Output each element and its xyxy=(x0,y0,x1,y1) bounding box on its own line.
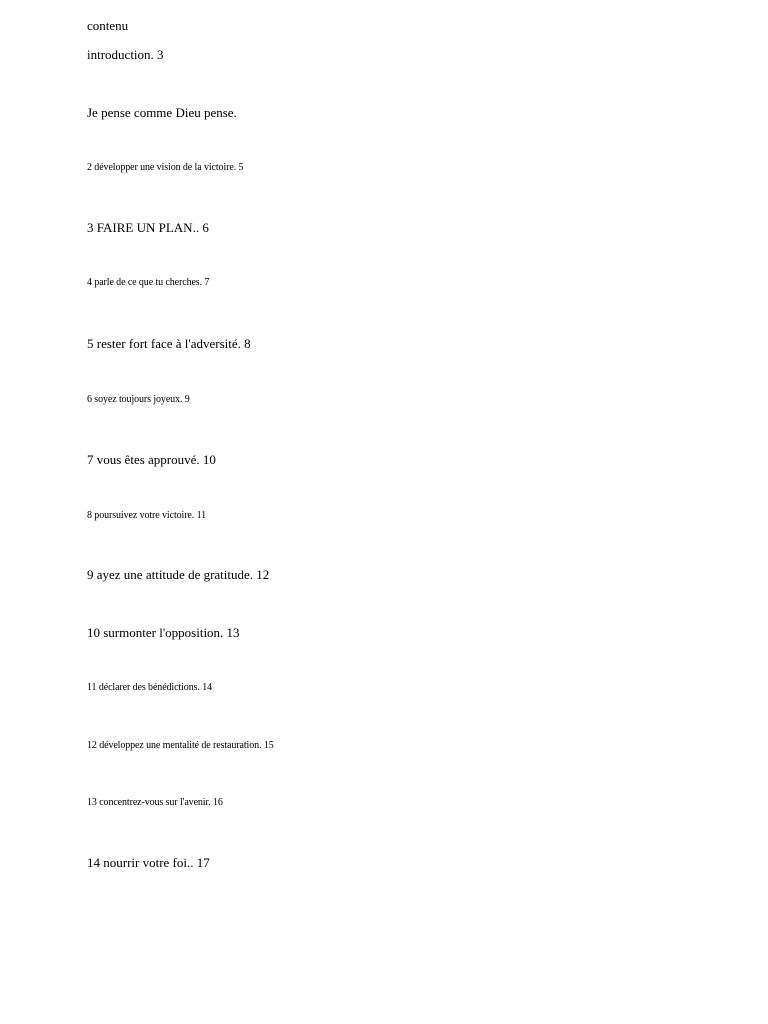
toc-entry[interactable]: Je pense comme Dieu pense. xyxy=(87,105,237,120)
toc-entry[interactable]: 3 FAIRE UN PLAN.. 6 xyxy=(87,220,209,235)
toc-entry[interactable]: 4 parle de ce que tu cherches. 7 xyxy=(87,277,210,288)
toc-entry[interactable]: 12 développez une mentalité de restauration. 15 xyxy=(87,740,274,751)
toc-entry[interactable]: 11 déclarer des bénédictions. 14 xyxy=(87,682,212,693)
toc-entry[interactable]: 7 vous êtes approuvé. 10 xyxy=(87,452,216,467)
toc-entry[interactable]: 14 nourrir votre foi.. 17 xyxy=(87,855,210,870)
toc-entry[interactable]: 6 soyez toujours joyeux. 9 xyxy=(87,394,190,405)
toc-entry[interactable]: 9 ayez une attitude de gratitude. 12 xyxy=(87,567,270,582)
toc-entry[interactable]: 10 surmonter l'opposition. 13 xyxy=(87,625,240,640)
toc-entry[interactable]: 8 poursuivez votre victoire. 11 xyxy=(87,510,206,521)
toc-entry[interactable]: introduction. 3 xyxy=(87,47,164,62)
toc-entry[interactable]: 5 rester fort face à l'adversité. 8 xyxy=(87,336,251,351)
toc-heading: contenu xyxy=(87,18,129,33)
toc-entry[interactable]: 2 développer une vision de la victoire. 5 xyxy=(87,162,244,173)
toc-entry[interactable]: 13 concentrez-vous sur l'avenir. 16 xyxy=(87,797,223,808)
